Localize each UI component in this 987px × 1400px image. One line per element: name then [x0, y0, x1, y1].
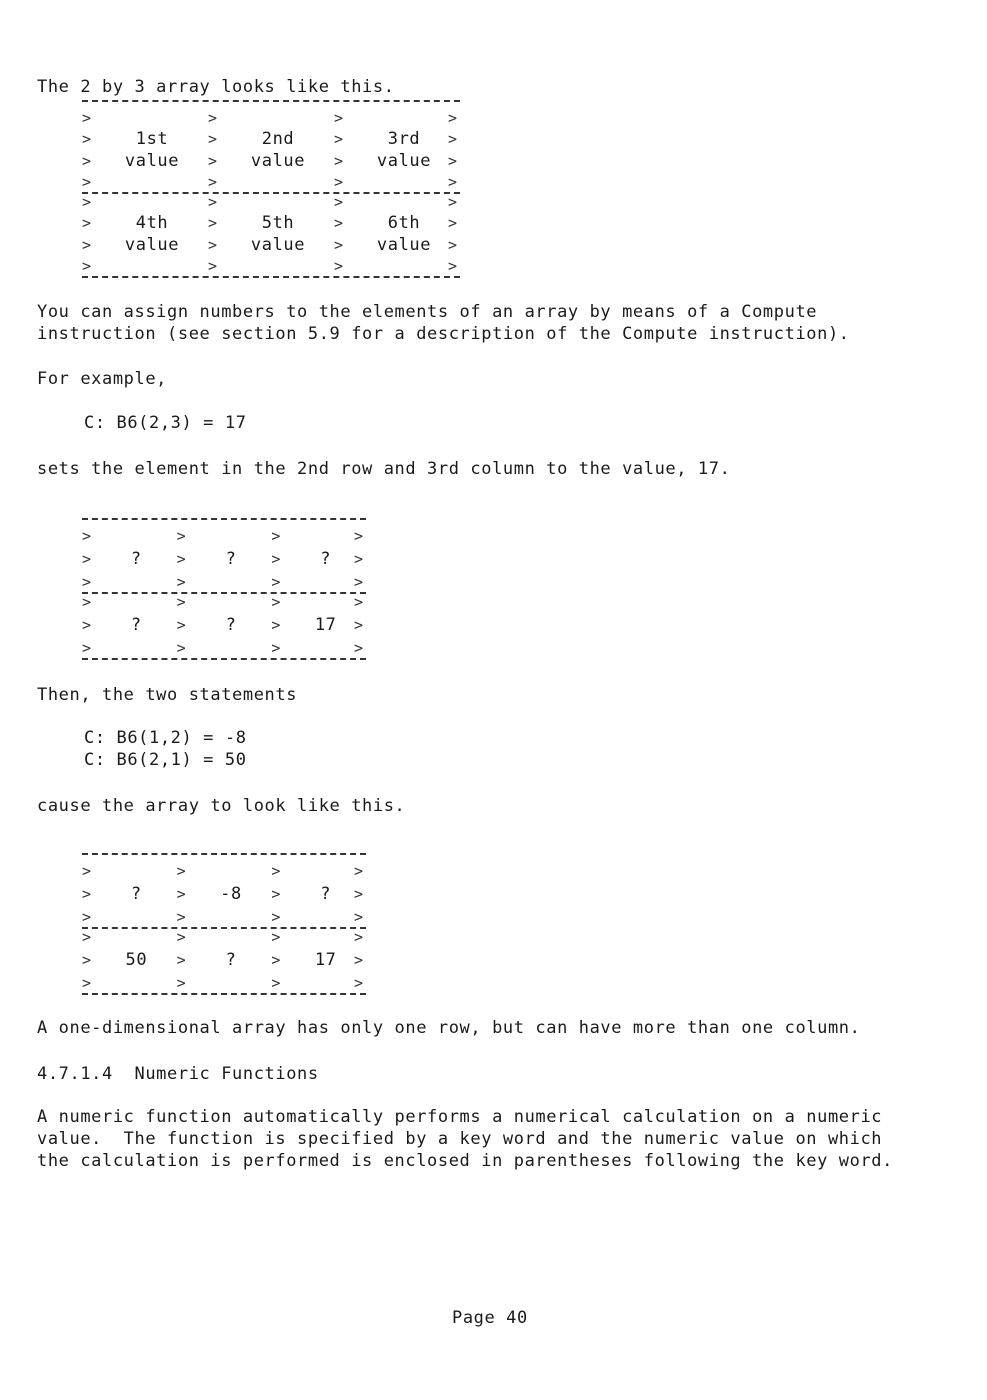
array-cell — [348, 192, 460, 276]
grid-row — [82, 192, 460, 278]
array-cell — [348, 108, 460, 192]
array-cell-text: 5th — [261, 213, 295, 233]
cell-separator: > > > > — [82, 193, 92, 275]
numeric-paragraph-line-3: the calculation is performed is enclosed in parentheses following the key word. — [37, 1151, 893, 1171]
cell-separator: > > > > — [448, 109, 458, 191]
cell-separator: > > > — [271, 862, 281, 926]
cell-separator: > > > > — [334, 109, 344, 191]
cell-separator: > > > — [271, 527, 281, 591]
array-cell-text: ? — [225, 950, 237, 970]
array-cell-text: 6th — [387, 213, 421, 233]
grid-row — [82, 526, 366, 594]
array-cell — [96, 861, 177, 927]
intro-text: The 2 by 3 array looks like this. — [37, 77, 395, 97]
one-dimensional-text: A one-dimensional array has only one row, but can have more than one column. — [37, 1018, 861, 1038]
grid-row — [82, 861, 366, 929]
array-cell-text: value — [376, 151, 432, 171]
assign-paragraph-line-1: You can assign numbers to the elements of an array by means of a Compute — [37, 302, 818, 322]
cause-text: cause the array to look like this. — [37, 796, 406, 816]
array-cell — [191, 927, 272, 993]
grid-top-border — [82, 518, 366, 520]
code-statement-1: C: B6(1,2) = -8 — [84, 728, 247, 748]
array-cell-text: value — [250, 235, 306, 255]
array-diagram-labels — [82, 100, 460, 276]
section-heading: 4.7.1.4 Numeric Functions — [37, 1064, 319, 1084]
array-cell-text: ? — [130, 884, 142, 904]
array-cell — [96, 526, 177, 592]
array-cell-text: 17 — [314, 950, 337, 970]
cell-separator: > > > — [354, 928, 364, 992]
array-cell-text: -8 — [220, 884, 242, 904]
cell-separator: > > > — [271, 593, 281, 657]
array-cell-text: 4th — [135, 213, 169, 233]
cell-separator: > > > > — [334, 193, 344, 275]
code-statement-2: C: B6(2,1) = 50 — [84, 750, 247, 770]
array-cell — [191, 592, 272, 658]
page-number: Page 40 — [452, 1308, 528, 1328]
cell-separator: > > > — [176, 527, 186, 591]
array-cell-text: value — [250, 151, 306, 171]
array-cell-text: ? — [130, 549, 142, 569]
cell-separator: > > > > — [208, 109, 218, 191]
array-cell — [222, 108, 334, 192]
then-text: Then, the two statements — [37, 685, 298, 705]
array-cell — [96, 108, 208, 192]
array-cell-text: 2nd — [261, 129, 295, 149]
array-cell-text: value — [124, 151, 180, 171]
array-cell-text: 17 — [314, 615, 337, 635]
grid-row — [82, 592, 366, 660]
cell-separator: > > > — [354, 862, 364, 926]
cell-separator: > > > — [82, 593, 92, 657]
array-diagram-after-second — [82, 853, 366, 993]
cell-separator: > > > — [82, 527, 92, 591]
numeric-paragraph-line-1: A numeric function automatically performs a numerical calculation on a numeric — [37, 1107, 883, 1127]
array-cell — [285, 526, 366, 592]
cell-separator: > > > — [82, 862, 92, 926]
array-cell-text: ? — [225, 549, 237, 569]
grid-top-border — [82, 853, 366, 855]
assign-paragraph-line-2: instruction (see section 5.9 for a description of the Compute instruction). — [37, 324, 850, 344]
array-cell — [191, 526, 272, 592]
cell-separator: > > > — [354, 593, 364, 657]
cell-separator: > > > — [176, 928, 186, 992]
array-cell-text: 50 — [125, 950, 148, 970]
cell-separator: > > > — [354, 527, 364, 591]
cell-separator: > > > — [271, 928, 281, 992]
cell-separator: > > > — [176, 593, 186, 657]
cell-separator: > > > — [176, 862, 186, 926]
code-example: C: B6(2,3) = 17 — [84, 413, 247, 433]
array-cell-text: 3rd — [387, 129, 421, 149]
array-cell-text: value — [376, 235, 432, 255]
cell-separator: > > > > — [208, 193, 218, 275]
array-cell-text: ? — [320, 549, 332, 569]
array-cell-text: ? — [130, 615, 142, 635]
numeric-paragraph-line-2: value. The function is specified by a key word and the numeric value on which — [37, 1129, 883, 1149]
cell-separator: > > > — [82, 928, 92, 992]
array-cell — [96, 592, 177, 658]
array-cell-text: ? — [225, 615, 237, 635]
array-cell-text: value — [124, 235, 180, 255]
array-cell-text: ? — [320, 884, 332, 904]
array-cell-text: 1st — [135, 129, 169, 149]
array-cell — [191, 861, 272, 927]
for-example-text: For example, — [37, 369, 168, 389]
array-cell — [285, 861, 366, 927]
array-cell — [285, 592, 366, 658]
cell-separator: > > > > — [82, 109, 92, 191]
array-cell — [96, 927, 177, 993]
grid-row — [82, 108, 460, 194]
grid-row — [82, 927, 366, 995]
sets-text: sets the element in the 2nd row and 3rd column to the value, 17. — [37, 459, 731, 479]
array-diagram-after-first — [82, 518, 366, 658]
array-cell — [96, 192, 208, 276]
grid-top-border — [82, 100, 460, 102]
cell-separator: > > > > — [448, 193, 458, 275]
array-cell — [285, 927, 366, 993]
array-cell — [222, 192, 334, 276]
